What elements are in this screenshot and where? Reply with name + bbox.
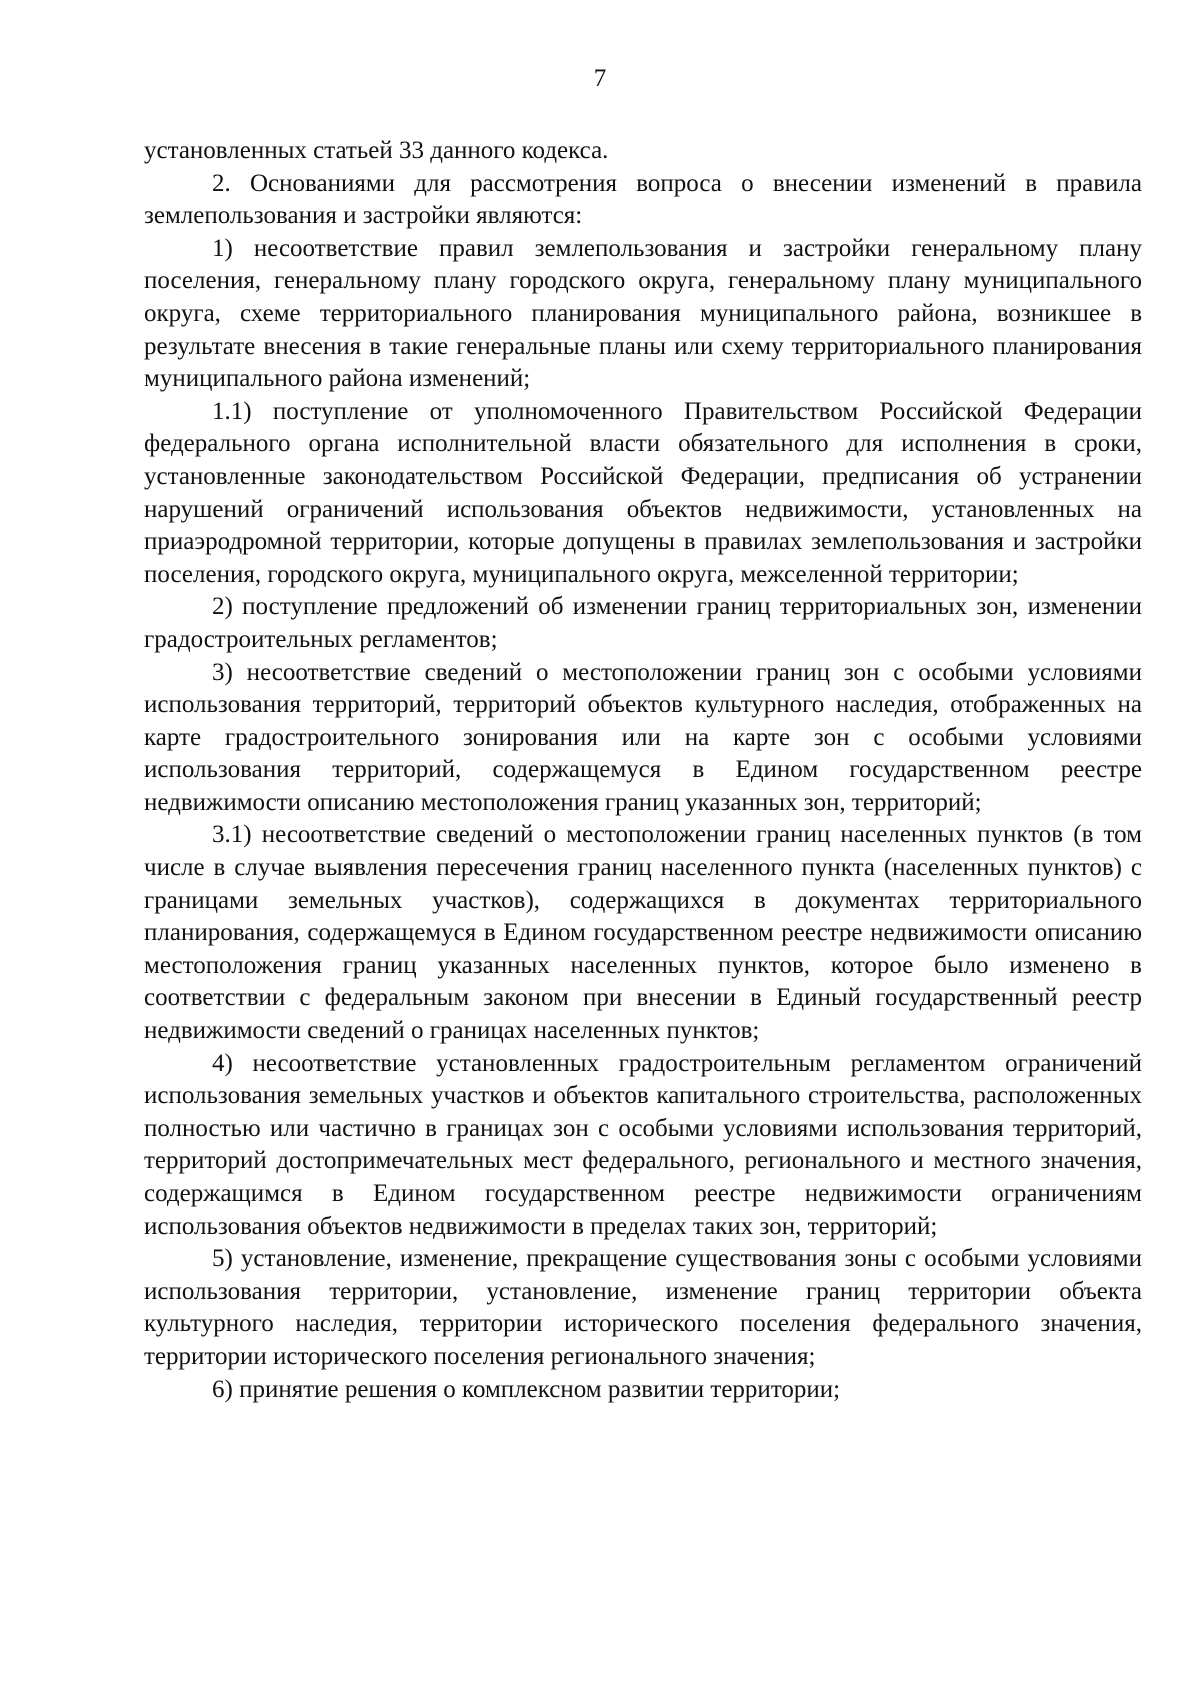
paragraph-item-2: 2. Основаниями для рассмотрения вопроса о внесении изменений в правила землепользования и застройки являются:	[144, 169, 1142, 230]
paragraph-subitem-2: 2) поступление предложений об изменении границ территориальных зон, изменении градостроительных регламентов;	[144, 593, 1142, 653]
paragraph-subitem-1: 1) несоответствие правил землепользования и застройки генеральному плану поселения, генеральному плану городского округа, генеральному плану муниципального округа, схеме территориального планирования муниципального района, возникшее в результате внесения в такие генеральные планы или схему территориального планирования муниципального района изменений;	[144, 234, 1142, 393]
paragraph-continuation: установленных статьей 33 данного кодекса.	[144, 137, 609, 164]
page-number: 7	[593, 65, 607, 92]
paragraph-subitem-1-1: 1.1) поступление от уполномоченного Правительством Российской Федерации федерального органа исполнительной власти обязательного для исполнения в сроки, установленные законодательством Российской Федерации, предписания об устранении нарушений ограничений использования объектов недвижимости, установленных на приаэродромной территории, которые допущены в правилах землепользования и застройки поселения, городского округа, муниципального округа, межселенной территории;	[144, 397, 1142, 588]
paragraph-subitem-6: 6) принятие решения о комплексном развитии территории;	[212, 1375, 841, 1403]
paragraph-subitem-5: 5) установление, изменение, прекращение существования зоны с особыми условиями использования территории, установление, изменение границ территории объекта культурного наследия, территории исторического поселения федерального значения, территории исторического поселения регионального значения;	[144, 1245, 1142, 1370]
paragraph-subitem-4: 4) несоответствие установленных градостроительным регламентом ограничений использования земельных участков и объектов капитального строительства, расположенных полностью или частично в границах зон с особыми условиями использования территорий, территорий достопримечательных мест федерального, регионального и местного значения, содержащимся в Едином государственном реестре недвижимости ограничениям использования объектов недвижимости в пределах таких зон, территорий;	[144, 1049, 1142, 1240]
paragraph-subitem-3-1: 3.1) несоответствие сведений о местоположении границ населенных пунктов (в том числе в случае выявления пересечения границ населенного пункта (населенных пунктов) с границами земельных участков), содержащихся в документах территориального планирования, содержащемуся в Едином государственном реестре недвижимости описанию местоположения границ указанных населенных пунктов, которое было изменено в соответствии с федеральным законом при внесении в Единый государственный реестр недвижимости сведений о границах населенных пунктов;	[144, 821, 1142, 1045]
document-body	[144, 135, 1142, 1406]
paragraph-subitem-3: 3) несоответствие сведений о местоположении границ зон с особыми условиями использования территорий, территорий объектов культурного наследия, отображенных на карте градостроительного зонирования или на карте зон с особыми условиями использования территорий, содержащемуся в Едином государственном реестре недвижимости описанию местоположения границ указанных зон, территорий;	[144, 658, 1142, 816]
